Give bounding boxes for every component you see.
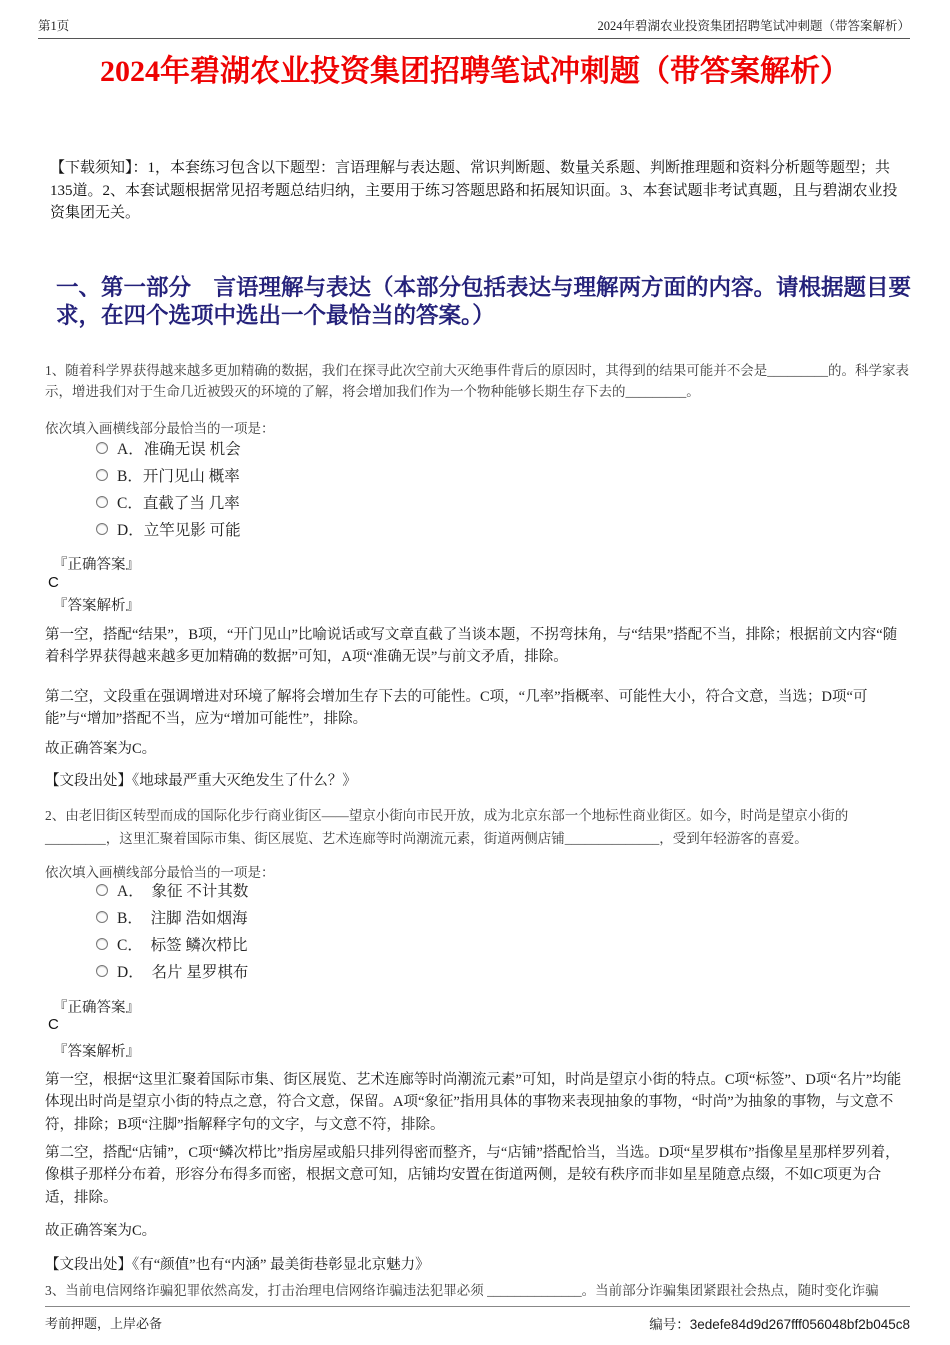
- option-label: B．开门见山 概率: [117, 467, 240, 485]
- question-2-answer: C: [48, 1016, 59, 1033]
- question-1-conclusion: 故正确答案为C。: [45, 740, 157, 757]
- radio-button-icon[interactable]: [96, 911, 108, 923]
- question-3-stem: 3、当前电信网络诈骗犯罪依然高发，打击治理电信网络诈骗违法犯罪必须 ______________。当前部分诈骗集团紧跟社会热点，随时变化诈骗: [45, 1282, 879, 1298]
- question-2-instruction: 依次填入画横线部分最恰当的一项是：: [45, 864, 275, 880]
- question-1-options: [96, 434, 910, 542]
- document-title: 2024年碧湖农业投资集团招聘笔试冲刺题（带答案解析）: [100, 55, 850, 88]
- question-2-answer-label: 『正确答案』: [53, 999, 140, 1016]
- question-1-option-a[interactable]: [96, 434, 910, 461]
- download-notice: 【下载须知】：1，本套练习包含以下题型：言语理解与表达题、常识判断题、数量关系题、判断推理题和资料分析题等题型；共135道。2、本套试题根据常见招考题总结归纳，主要用于练习答题思路和拓展知识面。3、本套试题非考试真题，且与碧湖农业投资集团无关。: [50, 160, 898, 221]
- radio-button-icon[interactable]: [96, 496, 108, 508]
- question-1-option-b[interactable]: [96, 461, 910, 488]
- option-label: C．直截了当 几率: [117, 494, 240, 512]
- question-2-conclusion: 故正确答案为C。: [45, 1222, 157, 1239]
- question-1-analysis-label: 『答案解析』: [53, 597, 140, 614]
- question-2-stem: 2、由老旧街区转型而成的国际化步行商业街区——望京小街向市民开放，成为北京东部一个地标性商业街区。如今，时尚是望京小街的_________，这里汇聚着国际市集、街区展览、艺术连廊等时尚潮流元素，街道两侧店铺______________，受到年轻游客的喜爱。: [45, 807, 849, 846]
- question-1-analysis-paragraph: 第一空，搭配“结果”，B项，“开门见山”比喻说话或写文章直截了当谈本题，不拐弯抹角，与“结果”搭配不当，排除；根据前文内容“随着科学界获得越来越多更加精确的数据”可知，A项“准确无误”与前文矛盾，排除。: [45, 626, 898, 665]
- footer-slogan: 考前押题，上岸必备: [45, 1316, 163, 1331]
- question-2-option-c[interactable]: [96, 930, 910, 957]
- question-2-analysis-paragraph: 第二空，搭配“店铺”，C项“鳞次栉比”指房屋或船只排列得密而整齐，与“店铺”搭配恰当，当选。D项“星罗棋布”指像星星那样罗列着，像棋子那样分布着，形容分布得多而密，根据文意可知，店铺均安置在街道两侧，是较有秩序而非如星星随意点缀，不如C项更为合适，排除。: [45, 1144, 900, 1206]
- option-label: D． 名片 星罗棋布: [117, 963, 249, 981]
- question-2-options: [96, 876, 910, 984]
- radio-button-icon[interactable]: [96, 469, 108, 481]
- radio-button-icon[interactable]: [96, 884, 108, 896]
- option-label: B． 注脚 浩如烟海: [117, 909, 248, 927]
- option-label: C． 标签 鳞次栉比: [117, 936, 248, 954]
- question-2-analysis-paragraph: 第一空，根据“这里汇聚着国际市集、街区展览、艺术连廊等时尚潮流元素”可知，时尚是望京小街的特点。C项“标签”、D项“名片”均能体现出时尚是望京小街的特点之意，符合文意，保留。A项“象征”指用具体的事物来表现抽象的事物，“时尚”为抽象的事物，与文意不符，排除；B项“注脚”指解释字句的文字，与文意不符，排除。: [45, 1071, 902, 1133]
- question-2-option-a[interactable]: [96, 876, 910, 903]
- option-label: A．准确无误 机会: [117, 440, 241, 458]
- header-doc-title: 2024年碧湖农业投资集团招聘笔试冲刺题（带答案解析）: [597, 19, 910, 33]
- question-2-option-b[interactable]: [96, 903, 910, 930]
- section-heading: 一、第一部分 言语理解与表达（本部分包括表达与理解两方面的内容。请根据题目要求，在四个选项中选出一个最恰当的答案。）: [56, 275, 912, 328]
- page-header: [38, 16, 910, 39]
- option-label: A． 象征 不计其数: [117, 882, 249, 900]
- page-number: 第1页: [38, 19, 70, 33]
- question-1-answer: C: [48, 574, 59, 591]
- question-1-analysis-paragraph: 第二空，文段重在强调增进对环境了解将会增加生存下去的可能性。C项，“几率”指概率、可能性大小，符合文意，当选；D项“可能”与“增加”搭配不当，应为“增加可能性”，排除。: [45, 688, 868, 727]
- option-label: D．立竿见影 可能: [117, 521, 241, 539]
- question-1-option-d[interactable]: [96, 515, 910, 542]
- question-2-option-d[interactable]: [96, 957, 910, 984]
- radio-button-icon[interactable]: [96, 938, 108, 950]
- radio-button-icon[interactable]: [96, 442, 108, 454]
- page-footer: [45, 1306, 910, 1333]
- question-1-instruction: 依次填入画横线部分最恰当的一项是：: [45, 420, 275, 436]
- question-1-source: 【文段出处】《地球最严重大灭绝发生了什么？》: [45, 772, 357, 789]
- question-2-analysis-label: 『答案解析』: [53, 1043, 140, 1060]
- question-1-stem: 1、随着科学界获得越来越多更加精确的数据，我们在探寻此次空前大灭绝事件背后的原因时，其得到的结果可能并不会是_________的。科学家表示，增进我们对于生命几近被毁灭的环境的了解，将会增加我们作为一个物种能够长期生存下去的_________。: [45, 362, 909, 399]
- question-2-source: 【文段出处】《有“颜值”也有“内涵” 最美街巷彰显北京魅力》: [45, 1256, 430, 1273]
- radio-button-icon[interactable]: [96, 965, 108, 977]
- footer-serial-number: 编号：3edefe84d9d267fff056048bf2b045c8: [649, 1317, 910, 1332]
- question-1-answer-label: 『正确答案』: [53, 556, 140, 573]
- radio-button-icon[interactable]: [96, 523, 108, 535]
- question-1-option-c[interactable]: [96, 488, 910, 515]
